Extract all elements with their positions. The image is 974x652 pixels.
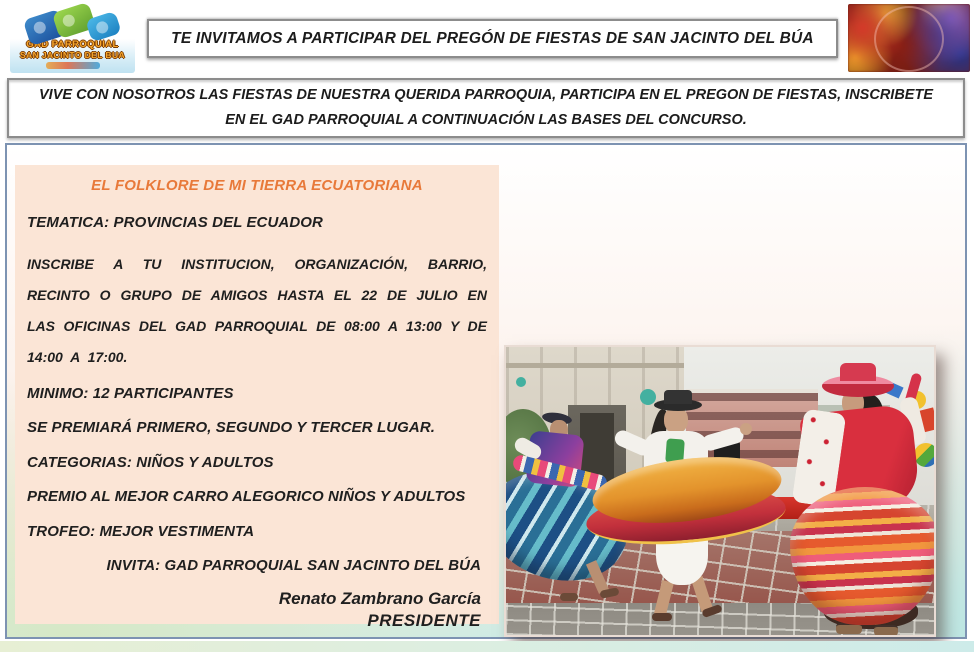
signature-name: Renato Zambrano García bbox=[278, 589, 481, 608]
contest-categorias: CATEGORIAS: NIÑOS Y ADULTOS bbox=[27, 453, 274, 471]
invitation-title: TE INVITAMOS A PARTICIPAR DEL PREGÓN DE FIESTAS DE SAN JACINTO DEL BÚA bbox=[171, 29, 814, 47]
contest-rules-panel bbox=[15, 165, 499, 630]
festival-photo-watermark-ring bbox=[874, 6, 944, 72]
contest-premiacion: SE PREMIARÁ PRIMERO, SEGUNDO Y TERCER LUGAR. bbox=[27, 419, 436, 436]
dancer-left-shoe-2 bbox=[560, 593, 578, 601]
contest-tematica: TEMATICA: PROVINCIAS DEL ECUADOR bbox=[27, 214, 323, 231]
contest-invita: INVITA: GAD PARROQUIAL SAN JACINTO DEL BÚA bbox=[106, 557, 481, 574]
logo-org-name-line1: GAD PARROQUIAL bbox=[26, 39, 119, 50]
signature-block bbox=[27, 589, 481, 631]
logo-tile-glyph bbox=[95, 20, 110, 35]
contest-section bbox=[5, 143, 967, 639]
bottom-gradient-strip bbox=[0, 641, 974, 652]
photo-teal-ornament bbox=[640, 389, 656, 405]
invitation-banner-box bbox=[7, 78, 965, 138]
logo-tile-glyph bbox=[61, 13, 76, 28]
festival-header-photo bbox=[848, 4, 970, 72]
dancer-middle-hat-crown bbox=[664, 390, 692, 404]
dancer-middle-shoe-left bbox=[652, 613, 672, 621]
dancer-middle-hand bbox=[740, 423, 752, 435]
signature-title: PRESIDENTE bbox=[367, 611, 481, 630]
contest-trofeo: TROFEO: MEJOR VESTIMENTA bbox=[27, 522, 255, 540]
folk-dancers-photo bbox=[504, 345, 936, 637]
contest-premio: PREMIO AL MEJOR CARRO ALEGORICO NIÑOS Y ADULTOS bbox=[27, 488, 466, 505]
photo-teal-ornament-small bbox=[516, 377, 526, 387]
logo-tile-glyph bbox=[32, 20, 47, 35]
contest-heading: EL FOLKLORE DE MI TIERRA ECUATORIANA bbox=[91, 177, 423, 194]
contest-registration: INSCRIBE A TU INSTITUCION, ORGANIZACIÓN, BARRIO, RECINTO O GRUPO DE AMIGOS HASTA EL 22 DE JULIO EN LAS OFICINAS DEL GAD PARROQUIAL DE 08:00 A 13:00 Y DE 14:00 A 17:00. bbox=[27, 255, 487, 365]
invitation-banner-text: VIVE CON NOSOTROS LAS FIESTAS DE NUESTRA QUERIDA PARROQUIA, PARTICIPA EN EL PREGON DE FIESTAS, INSCRIBETE EN EL GAD PARROQUIAL A CONTINUACIÓN LAS BASES DEL CONCURSO. bbox=[39, 87, 933, 128]
photo-building-cornice bbox=[506, 363, 684, 368]
gad-parroquial-logo bbox=[10, 2, 135, 73]
logo-ribbon bbox=[46, 62, 100, 69]
invitation-title-box bbox=[147, 19, 838, 58]
logo-org-name-line2: SAN JACINTO DEL BUA bbox=[19, 50, 126, 60]
dancer-right-skirt bbox=[790, 487, 936, 625]
photo-festival-ball bbox=[914, 443, 936, 467]
dancer-right-foot-right bbox=[874, 625, 898, 636]
dancer-right-hat-crown bbox=[840, 363, 876, 381]
contest-minimo: MINIMO: 12 PARTICIPANTES bbox=[27, 384, 234, 402]
